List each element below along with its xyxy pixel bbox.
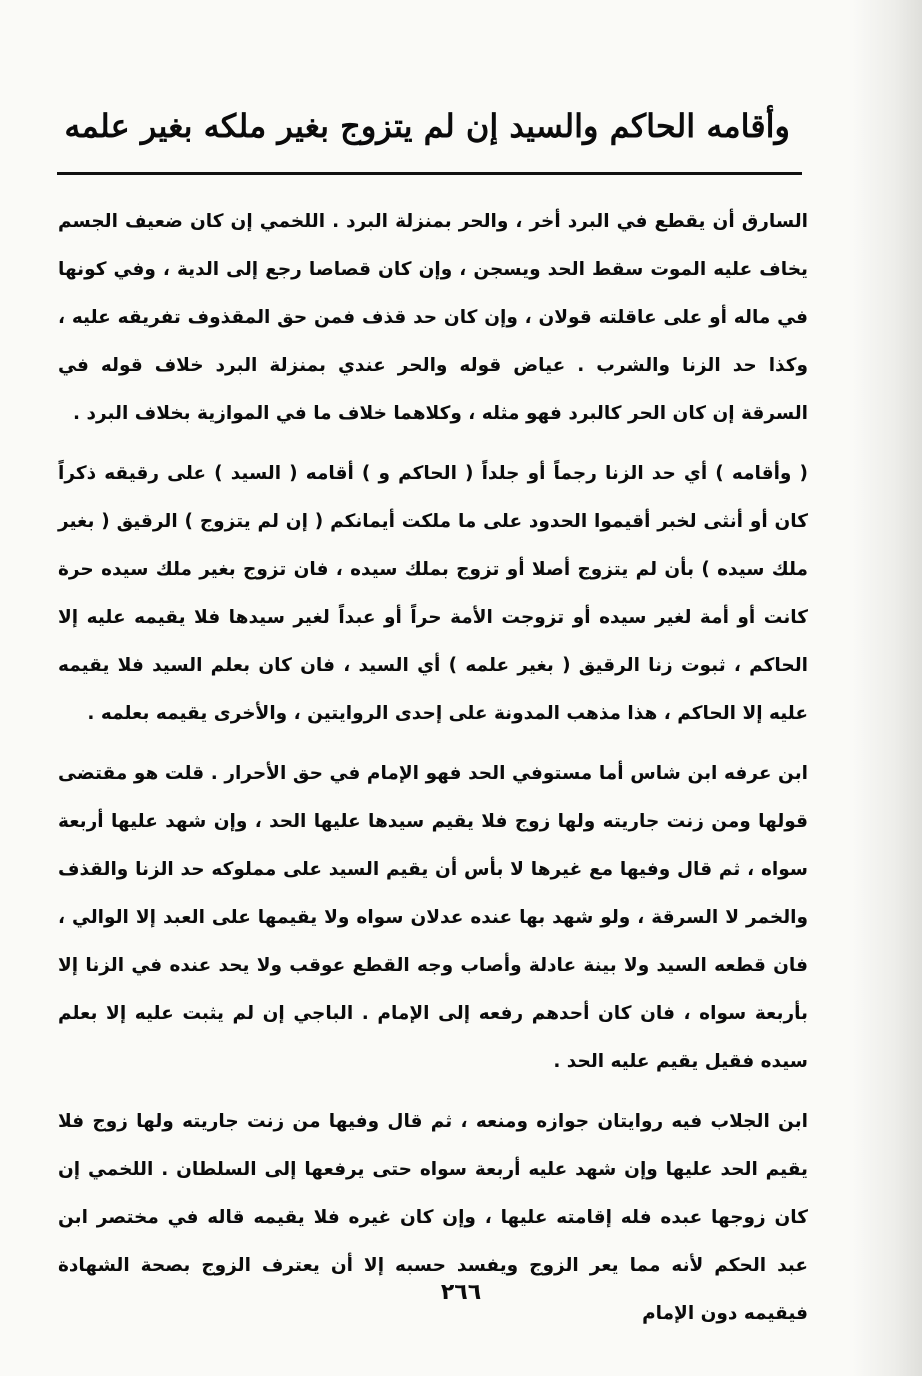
page-heading: وأقامه الحاكم والسيد إن لم يتزوج بغير ملكه بغير علمه [64, 107, 790, 145]
page-body [58, 198, 808, 1338]
paragraph-2: ( وأقامه ) أي حد الزنا رجماً أو جلداً ( الحاكم و ) أقامه ( السيد ) على رقيقه ذكراً كان أو أنثى لخبر أقيموا الحدود على ما ملكت أيمانكم ( إن لم يتزوج ) الرقيق ( بغير ملك سيده ) بأن لم يتزوج أصلا أو تزوج بملك سيده ، فان تزوج بغير ملك سيده حرة كانت أو أمة لغير سيده أو تزوجت الأمة حراً أو عبداً لغير سيدها فلا يقيمه عليه إلا الحاكم ، ثبوت زنا الرقيق ( بغير علمه ) أي السيد ، فان كان بعلم السيد فلا يقيمه عليه إلا الحاكم ، هذا مذهب المدونة على إحدى الروايتين ، والأخرى يقيمه بعلمه . [58, 463, 808, 724]
page-number: ٢٦٦ [440, 1280, 482, 1305]
heading-rule [57, 172, 802, 175]
page-edge-shadow [852, 0, 922, 1376]
paragraph-1: السارق أن يقطع في البرد أخر ، والحر بمنزلة البرد . اللخمي إن كان ضعيف الجسم يخاف عليه الموت سقط الحد ويسجن ، وإن كان قصاصا رجع إلى الدية ، وفي كونها في ماله أو على عاقلته قولان ، وإن كان حد قذف فمن حق المقذوف تفريقه عليه ، وكذا حد الزنا والشرب . عياض قوله والحر عندي بمنزلة البرد خلاف قوله في السرقة إن كان الحر كالبرد فهو مثله ، وكلاهما خلاف ما في الموازية بخلاف البرد . [58, 211, 808, 424]
paragraph-3: ابن عرفه ابن شاس أما مستوفي الحد فهو الإمام في حق الأحرار . قلت هو مقتضى قولها ومن زنت جاريته ولها زوج فلا يقيم سيدها عليها الحد ، وإن شهد عليها أربعة سواه ، ثم قال وفيها مع غيرها لا بأس أن يقيم السيد على مملوكه حد الزنا والقذف والخمر لا السرقة ، ولو شهد بها عنده عدلان سواه ولا يقيمها على العبد إلا الوالي ، فان قطعه السيد ولا بينة عادلة وأصاب وجه القطع عوقب ولا يحد عنده في الزنا إلا بأربعة سواه ، فان كان أحدهم رفعه إلى الإمام . الباجي إن لم يثبت عليه إلا بعلم سيده فقيل يقيم عليه الحد . [58, 763, 808, 1072]
paragraph-4: ابن الجلاب فيه روايتان جوازه ومنعه ، ثم قال وفيها من زنت جاريته ولها زوج فلا يقيم الحد عليها وإن شهد عليه أربعة سواه حتى يرفعها إلى السلطان . اللخمي إن كان زوجها عبده فله إقامته عليها ، وإن كان غيره فلا يقيمه قاله في مختصر ابن عبد الحكم لأنه مما يعر الزوج ويفسد حسبه إلا أن يعترف الزوج بصحة الشهادة فيقيمه دون الإمام [58, 1111, 808, 1324]
